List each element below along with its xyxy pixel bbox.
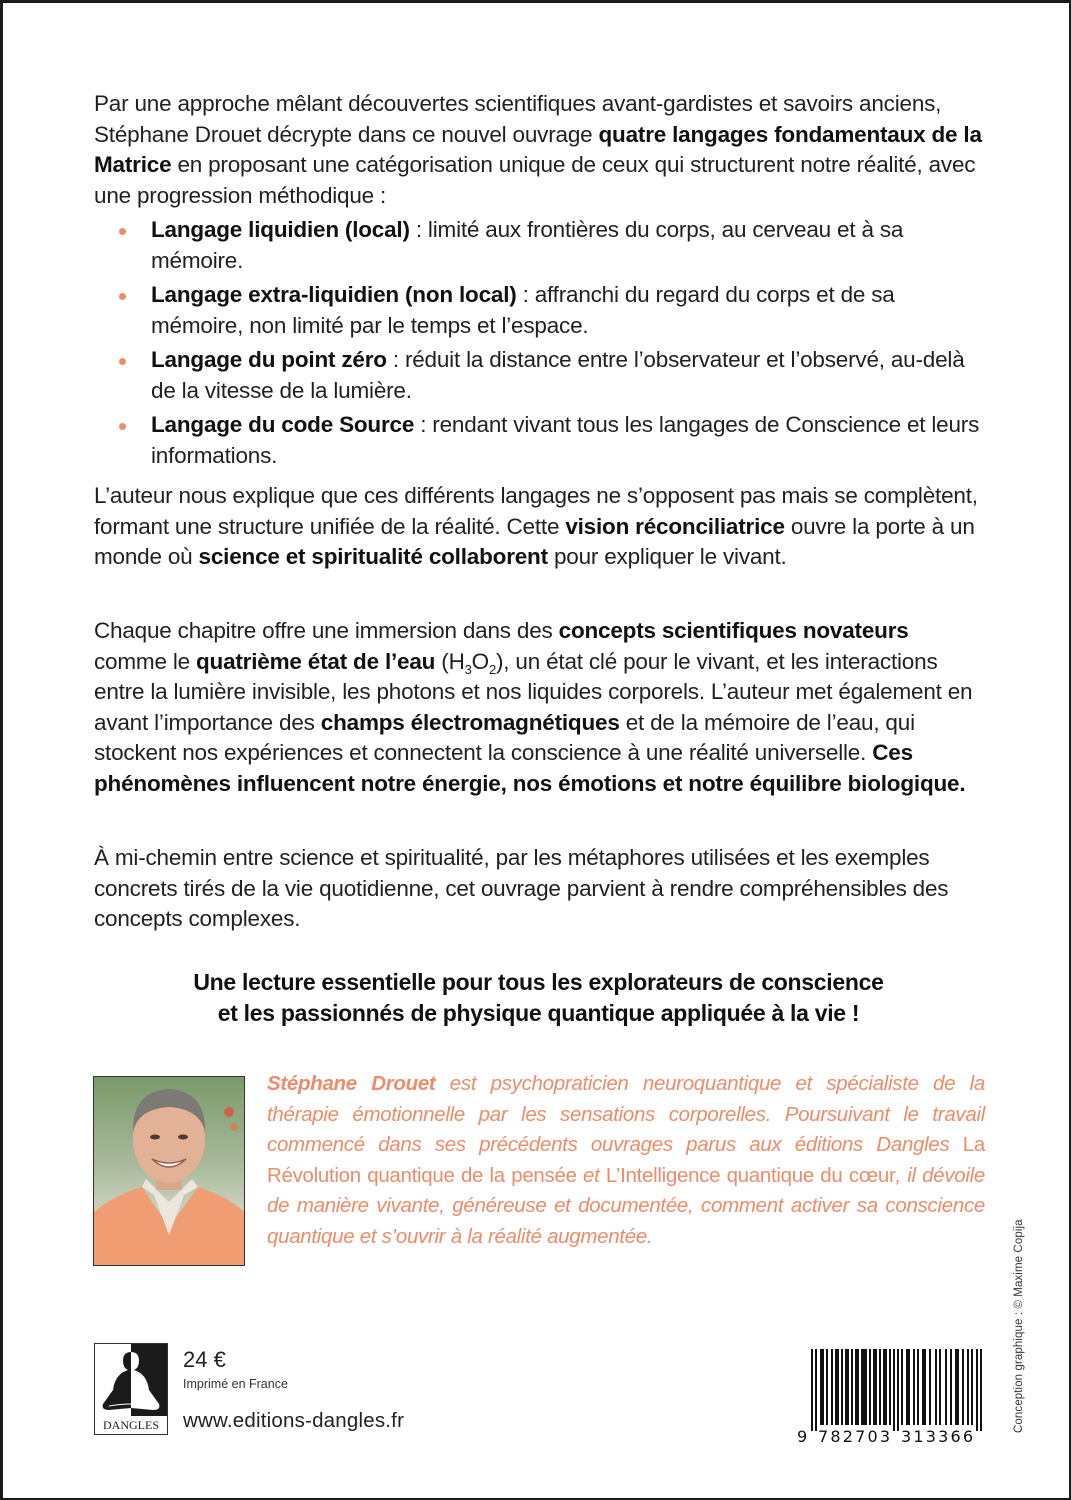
list-item: Langage extra-liquidien (non local) : affranchi du regard du corps et de sa mémoire, non limité par le temps et l’espace. bbox=[151, 280, 984, 341]
barcode-bars-icon bbox=[793, 1349, 993, 1431]
design-credit: Conception graphique : © Maxime Copija bbox=[1013, 1219, 1025, 1433]
description-block bbox=[94, 89, 984, 475]
author-photo bbox=[93, 1076, 245, 1266]
dangles-logo bbox=[94, 1343, 168, 1435]
book-title: La Révolution quantique de la pensée bbox=[267, 1133, 985, 1187]
isbn-digits-group2: 313366 bbox=[901, 1427, 976, 1446]
bullet-dot-icon bbox=[119, 228, 126, 235]
price: 24 € bbox=[183, 1347, 226, 1372]
svg-text:DANGLES: DANGLES bbox=[103, 1418, 159, 1432]
book-title: L’Intelligence quantique du cœur bbox=[605, 1163, 896, 1187]
printed-in: Imprimé en France bbox=[183, 1377, 288, 1391]
paragraph-chapters: Chaque chapitre offre une immersion dans des concepts scientifiques novateurs comme le quatrième état de l’eau $(H_3O_2)$, un état clé pour le vivant, et les interactions entre la lumière invisible, les photons et nos liquides corporels. L’auteur met également en avant l’importance des champs électromagnétiques et de la mémoire de l’eau, qui stockent nos expériences et connectent la conscience à une réalité universelle. Ces phénomènes influencent notre énergie, nos émotions et notre équilibre biologique. bbox=[94, 618, 973, 796]
bullet-dot-icon bbox=[119, 358, 126, 365]
languages-list bbox=[94, 215, 984, 471]
bullet-dot-icon bbox=[119, 423, 126, 430]
list-item: Langage du point zéro : réduit la distance entre l’observateur et l’observé, au-delà de la vitesse de la lumière. bbox=[151, 345, 984, 406]
chemical-formula: $(H_3O_2)$ bbox=[435, 648, 504, 677]
paragraph-conclusion: À mi-chemin entre science et spiritualité, par les métaphores utilisées et les exemples concrets tirés de la vie quotidienne, cet ouvrage parvient à rendre compréhensibles des concepts complexes. bbox=[94, 845, 949, 931]
author-bio: Stéphane Drouet est psychopraticien neuroquantique et spécialiste de la thérapie émotionnelle par les sensations corporelles. Poursuivant le travail commencé dans ses précédents ouvrages parus aux éditions Dangles La Révolution quantique de la pensée et L’Intelligence quantique du cœur, il dévoile de manière vivante, généreuse et documentée, comment activer sa conscience quantique et s’ouvrir à la réalité augmentée. bbox=[267, 1072, 985, 1248]
intro-paragraph: Par une approche mêlant découvertes scientifiques avant-gardistes et savoirs anciens, Stéphane Drouet décrypte dans ce nouvel ouvrage quatre langages fondamentaux de la Matrice en proposant une catégorisation unique de ceux qui structurent notre réalité, avec une progression méthodique : bbox=[94, 91, 982, 208]
intro-highlight: quatre langages fondamentaux de la Matrice bbox=[94, 121, 982, 177]
list-item: Langage du code Source : rendant vivant tous les langages de Conscience et leurs informations. bbox=[151, 410, 984, 471]
isbn-digits-group1: 782703 bbox=[818, 1427, 893, 1446]
isbn-digit-prefix: 9 bbox=[797, 1427, 810, 1446]
paragraph-unified-structure: L’auteur nous explique que ces différents langages ne s’opposent pas mais se complètent, formant une structure unifiée de la réalité. Cette vision réconciliatrice ouvre la porte à un monde où science et spiritualité collaborent pour expliquer le vivant. bbox=[94, 483, 978, 569]
meditating-figure-icon bbox=[95, 1344, 167, 1434]
bullet-dot-icon bbox=[119, 293, 126, 300]
author-name: Stéphane Drouet bbox=[267, 1072, 436, 1095]
tagline: Une lecture essentielle pour tous les explorateurs de conscience et les passionnés de physique quantique appliquée à la vie ! bbox=[193, 969, 884, 1026]
publisher-website-link[interactable]: www.editions-dangles.fr bbox=[183, 1409, 405, 1432]
isbn-barcode bbox=[793, 1349, 993, 1449]
author-portrait-icon bbox=[94, 1077, 244, 1265]
list-item: Langage liquidien (local) : limité aux frontières du corps, au cerveau et à sa mémoire. bbox=[151, 215, 984, 276]
